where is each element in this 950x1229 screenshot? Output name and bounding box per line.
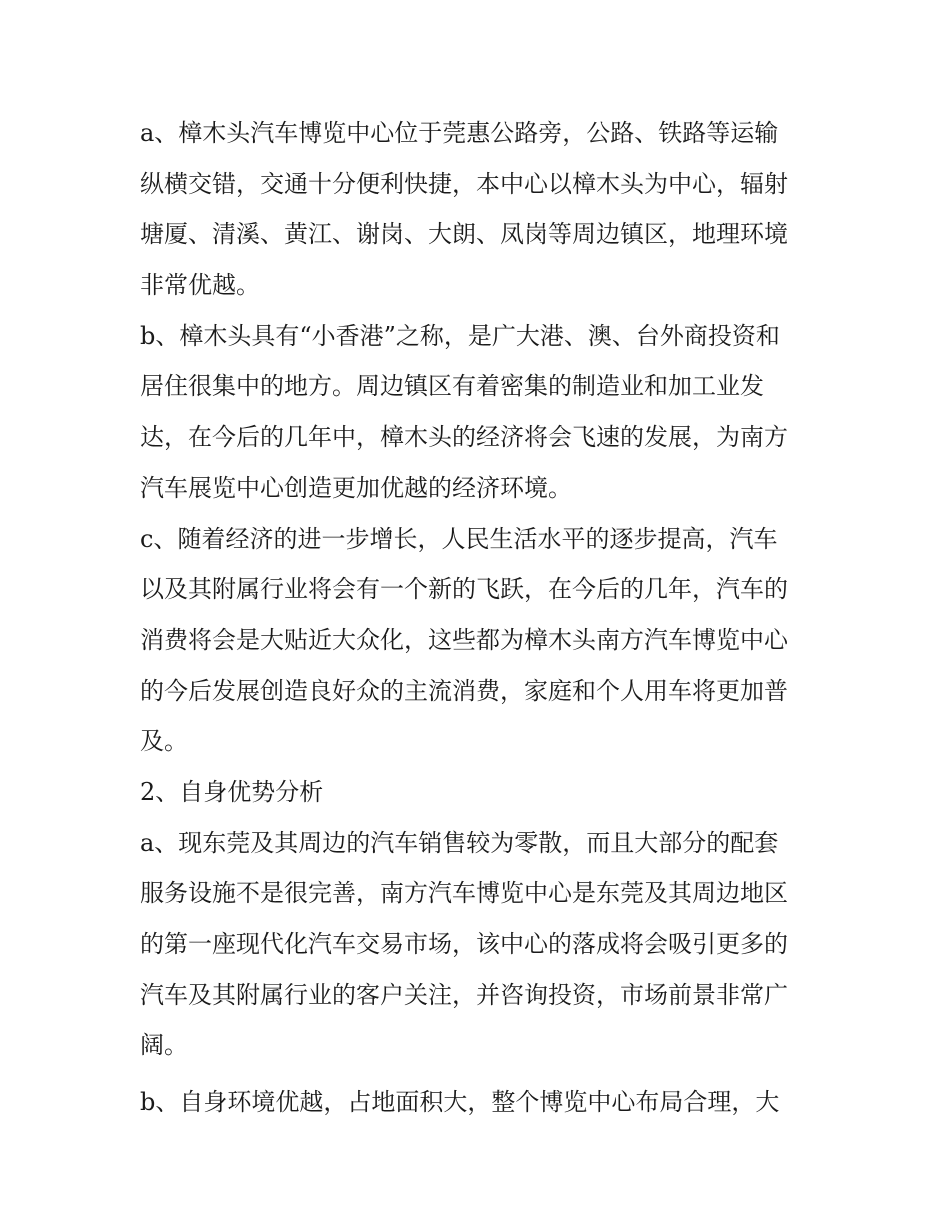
paragraph-market [140, 818, 812, 1071]
text-line: c、随着经济的进一步增长，人民生活水平的逐步提高，汽车 [140, 524, 778, 553]
text-line: 非常优越。 [140, 271, 260, 300]
text-line: 居住很集中的地方。周边镇区有着密集的制造业和加工业发 [140, 372, 764, 401]
paragraph-location [140, 108, 812, 311]
text-line: a、现东莞及其周边的汽车销售较为零散，而且大部分的配套 [140, 828, 779, 857]
text-line: 消费将会是大贴近大众化，这些都为樟木头南方汽车博览中心 [140, 625, 788, 654]
text-line: 纵横交错，交通十分便利快捷，本中心以樟木头为中心，辐射 [140, 169, 788, 198]
paragraph-environment [140, 1077, 812, 1128]
text-line: 以及其附属行业将会有一个新的飞跃，在今后的几年，汽车的 [140, 575, 788, 604]
text-line: b、樟木头具有“小香港”之称，是广大港、澳、台外商投资和 [140, 321, 780, 350]
heading-text: 2、自身优势分析 [140, 777, 324, 806]
text-line: 塘厦、清溪、黄江、谢岗、大朗、凤岗等周边镇区，地理环境 [140, 220, 788, 249]
text-line: 服务设施不是很完善，南方汽车博览中心是东莞及其周边地区 [140, 879, 788, 908]
text-line: 的今后发展创造良好众的主流消费，家庭和个人用车将更加普 [140, 676, 788, 705]
text-line: 达，在今后的几年中，樟木头的经济将会飞速的发展，为南方 [140, 423, 788, 452]
section-heading [140, 767, 812, 818]
document-body [140, 108, 812, 1128]
text-line: b、自身环境优越，占地面积大，整个博览中心布局合理，大 [140, 1088, 780, 1117]
paragraph-investment [140, 311, 812, 514]
text-line: 汽车及其附属行业的客户关注，并咨询投资，市场前景非常广 [140, 980, 788, 1009]
paragraph-growth [140, 514, 812, 767]
text-line: 汽车展览中心创造更加优越的经济环境。 [140, 473, 572, 502]
text-line: 阔。 [140, 1031, 188, 1060]
text-line: 的第一座现代化汽车交易市场，该中心的落成将会吸引更多的 [140, 930, 788, 958]
text-line: a、樟木头汽车博览中心位于莞惠公路旁，公路、铁路等运输 [140, 119, 779, 147]
text-line: 及。 [140, 727, 188, 756]
